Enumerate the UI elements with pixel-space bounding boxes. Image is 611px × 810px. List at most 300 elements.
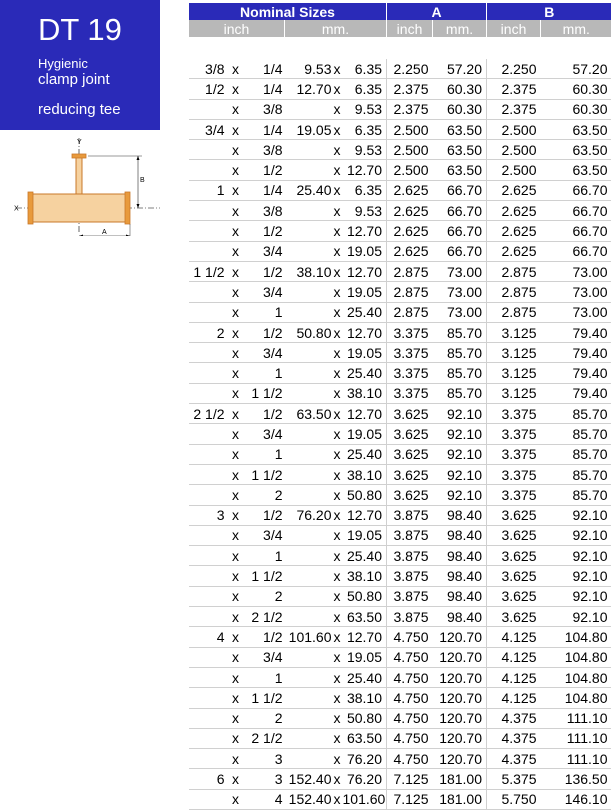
cell-mm1: 152.40 (285, 789, 332, 809)
cell-bm: 92.10 (541, 586, 611, 606)
cell-mm2: 38.10 (343, 383, 387, 403)
cell-x1: x (229, 261, 243, 281)
cell-ni2: 3/8 (243, 140, 285, 160)
cell-bm: 85.70 (541, 404, 611, 424)
cell-ni2: 1/2 (243, 261, 285, 281)
cell-ni1 (189, 363, 229, 383)
cell-ni2: 1/2 (243, 627, 285, 647)
cell-x1: x (229, 363, 243, 383)
cell-bm: 92.10 (541, 525, 611, 545)
cell-ni1: 2 (189, 322, 229, 342)
product-code: DT 19 (38, 12, 122, 48)
cell-ni1: 3/4 (189, 119, 229, 139)
cell-ni2: 1/2 (243, 505, 285, 525)
cell-mm1 (285, 667, 332, 687)
cell-am: 98.40 (433, 586, 487, 606)
table-row (189, 464, 611, 484)
cell-bm: 92.10 (541, 505, 611, 525)
cell-mm1 (285, 444, 332, 464)
cell-bm: 63.50 (541, 160, 611, 180)
cell-bi: 5.750 (487, 789, 541, 809)
tee-fitting-diagram (10, 136, 165, 236)
cell-ni1 (189, 607, 229, 627)
cell-bi: 2.375 (487, 79, 541, 99)
cell-bi: 3.125 (487, 322, 541, 342)
cell-mm2: 9.53 (343, 99, 387, 119)
cell-am: 120.70 (433, 708, 487, 728)
cell-x1: x (229, 647, 243, 667)
cell-am: 60.30 (433, 79, 487, 99)
cell-x2: x (332, 404, 343, 424)
cell-mm1: 152.40 (285, 769, 332, 789)
cell-x2: x (332, 667, 343, 687)
cell-x2: x (332, 688, 343, 708)
cell-ni1: 1 (189, 180, 229, 200)
cell-x1: x (229, 282, 243, 302)
cell-ai: 2.500 (387, 140, 433, 160)
cell-mm1: 25.40 (285, 180, 332, 200)
subheader-b-inch: inch (487, 20, 541, 37)
cell-x1: x (229, 546, 243, 566)
cell-ni1: 2 1/2 (189, 404, 229, 424)
cell-bi: 3.375 (487, 424, 541, 444)
cell-ni1 (189, 444, 229, 464)
cell-ai: 3.875 (387, 525, 433, 545)
cell-bi: 2.875 (487, 282, 541, 302)
cell-bi: 3.625 (487, 607, 541, 627)
cell-x2: x (332, 261, 343, 281)
cell-bi: 2.625 (487, 180, 541, 200)
x-axis-label: X (14, 206, 19, 213)
cell-am: 120.70 (433, 728, 487, 748)
cell-bi: 3.125 (487, 363, 541, 383)
cell-mm1 (285, 302, 332, 322)
cell-ni2: 1 1/2 (243, 464, 285, 484)
cell-x2: x (332, 708, 343, 728)
table-row (189, 241, 611, 261)
cell-bi: 3.375 (487, 464, 541, 484)
table-row (189, 383, 611, 403)
cell-bm: 66.70 (541, 201, 611, 221)
cell-bi: 2.250 (487, 59, 541, 79)
cell-am: 120.70 (433, 749, 487, 769)
cell-bm: 73.00 (541, 261, 611, 281)
title-line-clamp-joint: clamp joint (38, 71, 110, 88)
cell-ni1: 1/2 (189, 79, 229, 99)
cell-ni1 (189, 485, 229, 505)
cell-bi: 2.375 (487, 99, 541, 119)
cell-ai: 4.750 (387, 728, 433, 748)
cell-mm2: 12.70 (343, 505, 387, 525)
cell-mm2: 12.70 (343, 322, 387, 342)
cell-mm1 (285, 586, 332, 606)
table-row (189, 485, 611, 505)
cell-ai: 3.625 (387, 485, 433, 505)
cell-am: 85.70 (433, 343, 487, 363)
table-row (189, 79, 611, 99)
cell-ni2: 3/8 (243, 99, 285, 119)
cell-mm2: 76.20 (343, 769, 387, 789)
subheader-b-mm: mm. (541, 20, 611, 37)
cell-ni1 (189, 586, 229, 606)
cell-bi: 3.625 (487, 546, 541, 566)
cell-x1: x (229, 322, 243, 342)
cell-mm1 (285, 282, 332, 302)
table-row (189, 444, 611, 464)
cell-am: 98.40 (433, 546, 487, 566)
cell-ni2: 3 (243, 749, 285, 769)
cell-mm1 (285, 485, 332, 505)
title-line-reducing-tee: reducing tee (38, 101, 121, 118)
cell-ai: 2.500 (387, 119, 433, 139)
table-row (189, 424, 611, 444)
cell-x2: x (332, 322, 343, 342)
cell-x1: x (229, 424, 243, 444)
cell-x1: x (229, 627, 243, 647)
cell-am: 92.10 (433, 485, 487, 505)
cell-bm: 66.70 (541, 221, 611, 241)
cell-mm1 (285, 424, 332, 444)
cell-mm1 (285, 363, 332, 383)
cell-mm1 (285, 140, 332, 160)
cell-x2: x (332, 424, 343, 444)
cell-x2: x (332, 160, 343, 180)
cell-mm2: 101.60 (343, 789, 387, 809)
cell-am: 98.40 (433, 566, 487, 586)
table-row (189, 769, 611, 789)
cell-ai: 2.625 (387, 201, 433, 221)
cell-mm2: 38.10 (343, 688, 387, 708)
cell-bm: 104.80 (541, 688, 611, 708)
cell-ni1 (189, 383, 229, 403)
cell-am: 85.70 (433, 322, 487, 342)
cell-ai: 3.875 (387, 566, 433, 586)
cell-mm1 (285, 241, 332, 261)
cell-ni2: 1 (243, 302, 285, 322)
cell-ni1 (189, 424, 229, 444)
cell-bi: 3.375 (487, 485, 541, 505)
cell-mm2: 19.05 (343, 241, 387, 261)
cell-mm2: 12.70 (343, 261, 387, 281)
cell-ai: 4.750 (387, 667, 433, 687)
cell-bm: 79.40 (541, 363, 611, 383)
cell-x1: x (229, 180, 243, 200)
cell-am: 120.70 (433, 647, 487, 667)
cell-x2: x (332, 769, 343, 789)
table-row (189, 363, 611, 383)
table-row (189, 789, 611, 809)
cell-ni1 (189, 749, 229, 769)
cell-mm2: 12.70 (343, 627, 387, 647)
cell-mm2: 63.50 (343, 607, 387, 627)
cell-bi: 2.625 (487, 241, 541, 261)
cell-am: 92.10 (433, 404, 487, 424)
table-row (189, 261, 611, 281)
cell-x2: x (332, 282, 343, 302)
cell-mm1: 63.50 (285, 404, 332, 424)
cell-ai: 2.500 (387, 160, 433, 180)
cell-x2: x (332, 566, 343, 586)
cell-ni2: 1 1/2 (243, 566, 285, 586)
cell-x1: x (229, 525, 243, 545)
cell-mm1: 9.53 (285, 59, 332, 79)
cell-bm: 60.30 (541, 79, 611, 99)
cell-bm: 79.40 (541, 322, 611, 342)
cell-x2: x (332, 505, 343, 525)
cell-ai: 7.125 (387, 769, 433, 789)
cell-ni1 (189, 667, 229, 687)
cell-am: 63.50 (433, 119, 487, 139)
subheader-nominal-mm: mm. (285, 20, 387, 37)
cell-mm2: 25.40 (343, 444, 387, 464)
cell-am: 63.50 (433, 140, 487, 160)
cell-ai: 2.375 (387, 99, 433, 119)
cell-ai: 3.625 (387, 464, 433, 484)
table-row (189, 525, 611, 545)
cell-ni1 (189, 302, 229, 322)
cell-ni1: 3 (189, 505, 229, 525)
cell-mm2: 19.05 (343, 424, 387, 444)
cell-ni2: 3/8 (243, 201, 285, 221)
cell-ai: 2.625 (387, 221, 433, 241)
cell-bi: 4.125 (487, 667, 541, 687)
cell-am: 85.70 (433, 383, 487, 403)
cell-ni1 (189, 99, 229, 119)
cell-ni1 (189, 546, 229, 566)
cell-bm: 104.80 (541, 667, 611, 687)
cell-ni1 (189, 525, 229, 545)
table-row (189, 343, 611, 363)
cell-bi: 2.625 (487, 201, 541, 221)
cell-bm: 73.00 (541, 302, 611, 322)
cell-ai: 2.625 (387, 241, 433, 261)
cell-x2: x (332, 383, 343, 403)
cell-bi: 3.625 (487, 525, 541, 545)
cell-x2: x (332, 647, 343, 667)
cell-x2: x (332, 241, 343, 261)
cell-mm2: 6.35 (343, 59, 387, 79)
cell-bm: 79.40 (541, 343, 611, 363)
cell-ni1: 6 (189, 769, 229, 789)
cell-mm1 (285, 525, 332, 545)
cell-x1: x (229, 688, 243, 708)
cell-mm1 (285, 160, 332, 180)
cell-x1: x (229, 607, 243, 627)
table-row (189, 160, 611, 180)
cell-mm2: 12.70 (343, 160, 387, 180)
cell-am: 66.70 (433, 241, 487, 261)
cell-bi: 4.375 (487, 728, 541, 748)
cell-ni1 (189, 241, 229, 261)
cell-ni2: 3/4 (243, 241, 285, 261)
cell-ni2: 2 (243, 586, 285, 606)
cell-am: 73.00 (433, 261, 487, 281)
cell-bi: 3.375 (487, 404, 541, 424)
cell-x1: x (229, 667, 243, 687)
table-row (189, 607, 611, 627)
table-row (189, 546, 611, 566)
cell-am: 60.30 (433, 99, 487, 119)
cell-x1: x (229, 160, 243, 180)
cell-bi: 3.375 (487, 444, 541, 464)
cell-x1: x (229, 505, 243, 525)
cell-x1: x (229, 221, 243, 241)
cell-x2: x (332, 607, 343, 627)
cell-am: 73.00 (433, 302, 487, 322)
cell-ai: 2.375 (387, 79, 433, 99)
table-row (189, 647, 611, 667)
cell-ni1 (189, 140, 229, 160)
table-row (189, 404, 611, 424)
cell-mm2: 12.70 (343, 404, 387, 424)
cell-bm: 63.50 (541, 119, 611, 139)
cell-ai: 2.625 (387, 180, 433, 200)
cell-ai: 3.625 (387, 444, 433, 464)
cell-ni2: 1/2 (243, 160, 285, 180)
cell-ai: 4.750 (387, 647, 433, 667)
cell-ai: 2.250 (387, 59, 433, 79)
cell-ai: 2.875 (387, 282, 433, 302)
cell-ai: 3.625 (387, 424, 433, 444)
cell-bm: 111.10 (541, 728, 611, 748)
cell-mm1 (285, 688, 332, 708)
cell-x2: x (332, 627, 343, 647)
cell-x2: x (332, 79, 343, 99)
cell-bm: 85.70 (541, 485, 611, 505)
cell-x2: x (332, 749, 343, 769)
cell-x2: x (332, 140, 343, 160)
cell-ai: 3.375 (387, 383, 433, 403)
cell-mm2: 19.05 (343, 343, 387, 363)
cell-bi: 4.375 (487, 749, 541, 769)
cell-x2: x (332, 546, 343, 566)
cell-am: 66.70 (433, 180, 487, 200)
cell-ai: 4.750 (387, 708, 433, 728)
cell-x1: x (229, 404, 243, 424)
cell-ni2: 1/2 (243, 322, 285, 342)
cell-mm2: 25.40 (343, 546, 387, 566)
table-row (189, 221, 611, 241)
subheader-a-mm: mm. (433, 20, 487, 37)
cell-mm2: 9.53 (343, 140, 387, 160)
cell-bi: 2.625 (487, 221, 541, 241)
cell-x1: x (229, 444, 243, 464)
table-row (189, 119, 611, 139)
cell-am: 120.70 (433, 688, 487, 708)
cell-x1: x (229, 59, 243, 79)
cell-mm1 (285, 749, 332, 769)
table-row (189, 322, 611, 342)
cell-ni2: 3/4 (243, 282, 285, 302)
cell-x2: x (332, 119, 343, 139)
cell-mm2: 50.80 (343, 708, 387, 728)
table-row (189, 180, 611, 200)
cell-mm2: 19.05 (343, 647, 387, 667)
cell-ni1 (189, 282, 229, 302)
cell-bm: 104.80 (541, 647, 611, 667)
cell-ni2: 3 (243, 769, 285, 789)
cell-bi: 2.875 (487, 302, 541, 322)
cell-mm1 (285, 546, 332, 566)
cell-bm: 92.10 (541, 546, 611, 566)
cell-bm: 60.30 (541, 99, 611, 119)
header-nominal-sizes: Nominal Sizes (189, 3, 387, 20)
cell-am: 92.10 (433, 464, 487, 484)
table-row (189, 728, 611, 748)
cell-bm: 85.70 (541, 464, 611, 484)
cell-bm: 92.10 (541, 566, 611, 586)
cell-ai: 4.750 (387, 688, 433, 708)
cell-mm1 (285, 464, 332, 484)
cell-bm: 92.10 (541, 607, 611, 627)
cell-mm2: 6.35 (343, 79, 387, 99)
cell-ni2: 1/4 (243, 79, 285, 99)
cell-ai: 3.875 (387, 607, 433, 627)
cell-bm: 104.80 (541, 627, 611, 647)
cell-x1: x (229, 383, 243, 403)
cell-am: 63.50 (433, 160, 487, 180)
cell-bi: 2.500 (487, 119, 541, 139)
cell-ai: 3.375 (387, 363, 433, 383)
cell-mm2: 50.80 (343, 485, 387, 505)
cell-x1: x (229, 140, 243, 160)
cell-mm2: 25.40 (343, 302, 387, 322)
cell-bi: 4.125 (487, 627, 541, 647)
cell-mm2: 12.70 (343, 221, 387, 241)
cell-x1: x (229, 566, 243, 586)
cell-x1: x (229, 708, 243, 728)
cell-bi: 2.500 (487, 140, 541, 160)
cell-ni1 (189, 708, 229, 728)
cell-mm1: 19.05 (285, 119, 332, 139)
cell-ni1 (189, 464, 229, 484)
table-row (189, 505, 611, 525)
cell-x2: x (332, 59, 343, 79)
cell-ni2: 1 1/2 (243, 383, 285, 403)
dimension-b-label: B (140, 177, 145, 184)
cell-x2: x (332, 99, 343, 119)
cell-x1: x (229, 119, 243, 139)
cell-ni1 (189, 688, 229, 708)
cell-bi: 3.625 (487, 566, 541, 586)
cell-ni2: 2 (243, 485, 285, 505)
header-a: A (387, 3, 487, 20)
cell-mm1: 38.10 (285, 261, 332, 281)
cell-x1: x (229, 464, 243, 484)
header-b: B (487, 3, 611, 20)
cell-ai: 3.625 (387, 404, 433, 424)
cell-x1: x (229, 728, 243, 748)
subheader-a-inch: inch (387, 20, 433, 37)
cell-ni1 (189, 647, 229, 667)
cell-mm1 (285, 383, 332, 403)
cell-mm2: 63.50 (343, 728, 387, 748)
cell-x2: x (332, 485, 343, 505)
cell-bm: 136.50 (541, 769, 611, 789)
cell-bm: 73.00 (541, 282, 611, 302)
cell-mm2: 6.35 (343, 180, 387, 200)
cell-mm2: 19.05 (343, 282, 387, 302)
table-row (189, 627, 611, 647)
cell-am: 85.70 (433, 363, 487, 383)
cell-x2: x (332, 221, 343, 241)
cell-x2: x (332, 789, 343, 809)
table-row (189, 302, 611, 322)
cell-ni2: 3/4 (243, 647, 285, 667)
cell-am: 120.70 (433, 627, 487, 647)
table-row (189, 59, 611, 79)
table-row (189, 566, 611, 586)
